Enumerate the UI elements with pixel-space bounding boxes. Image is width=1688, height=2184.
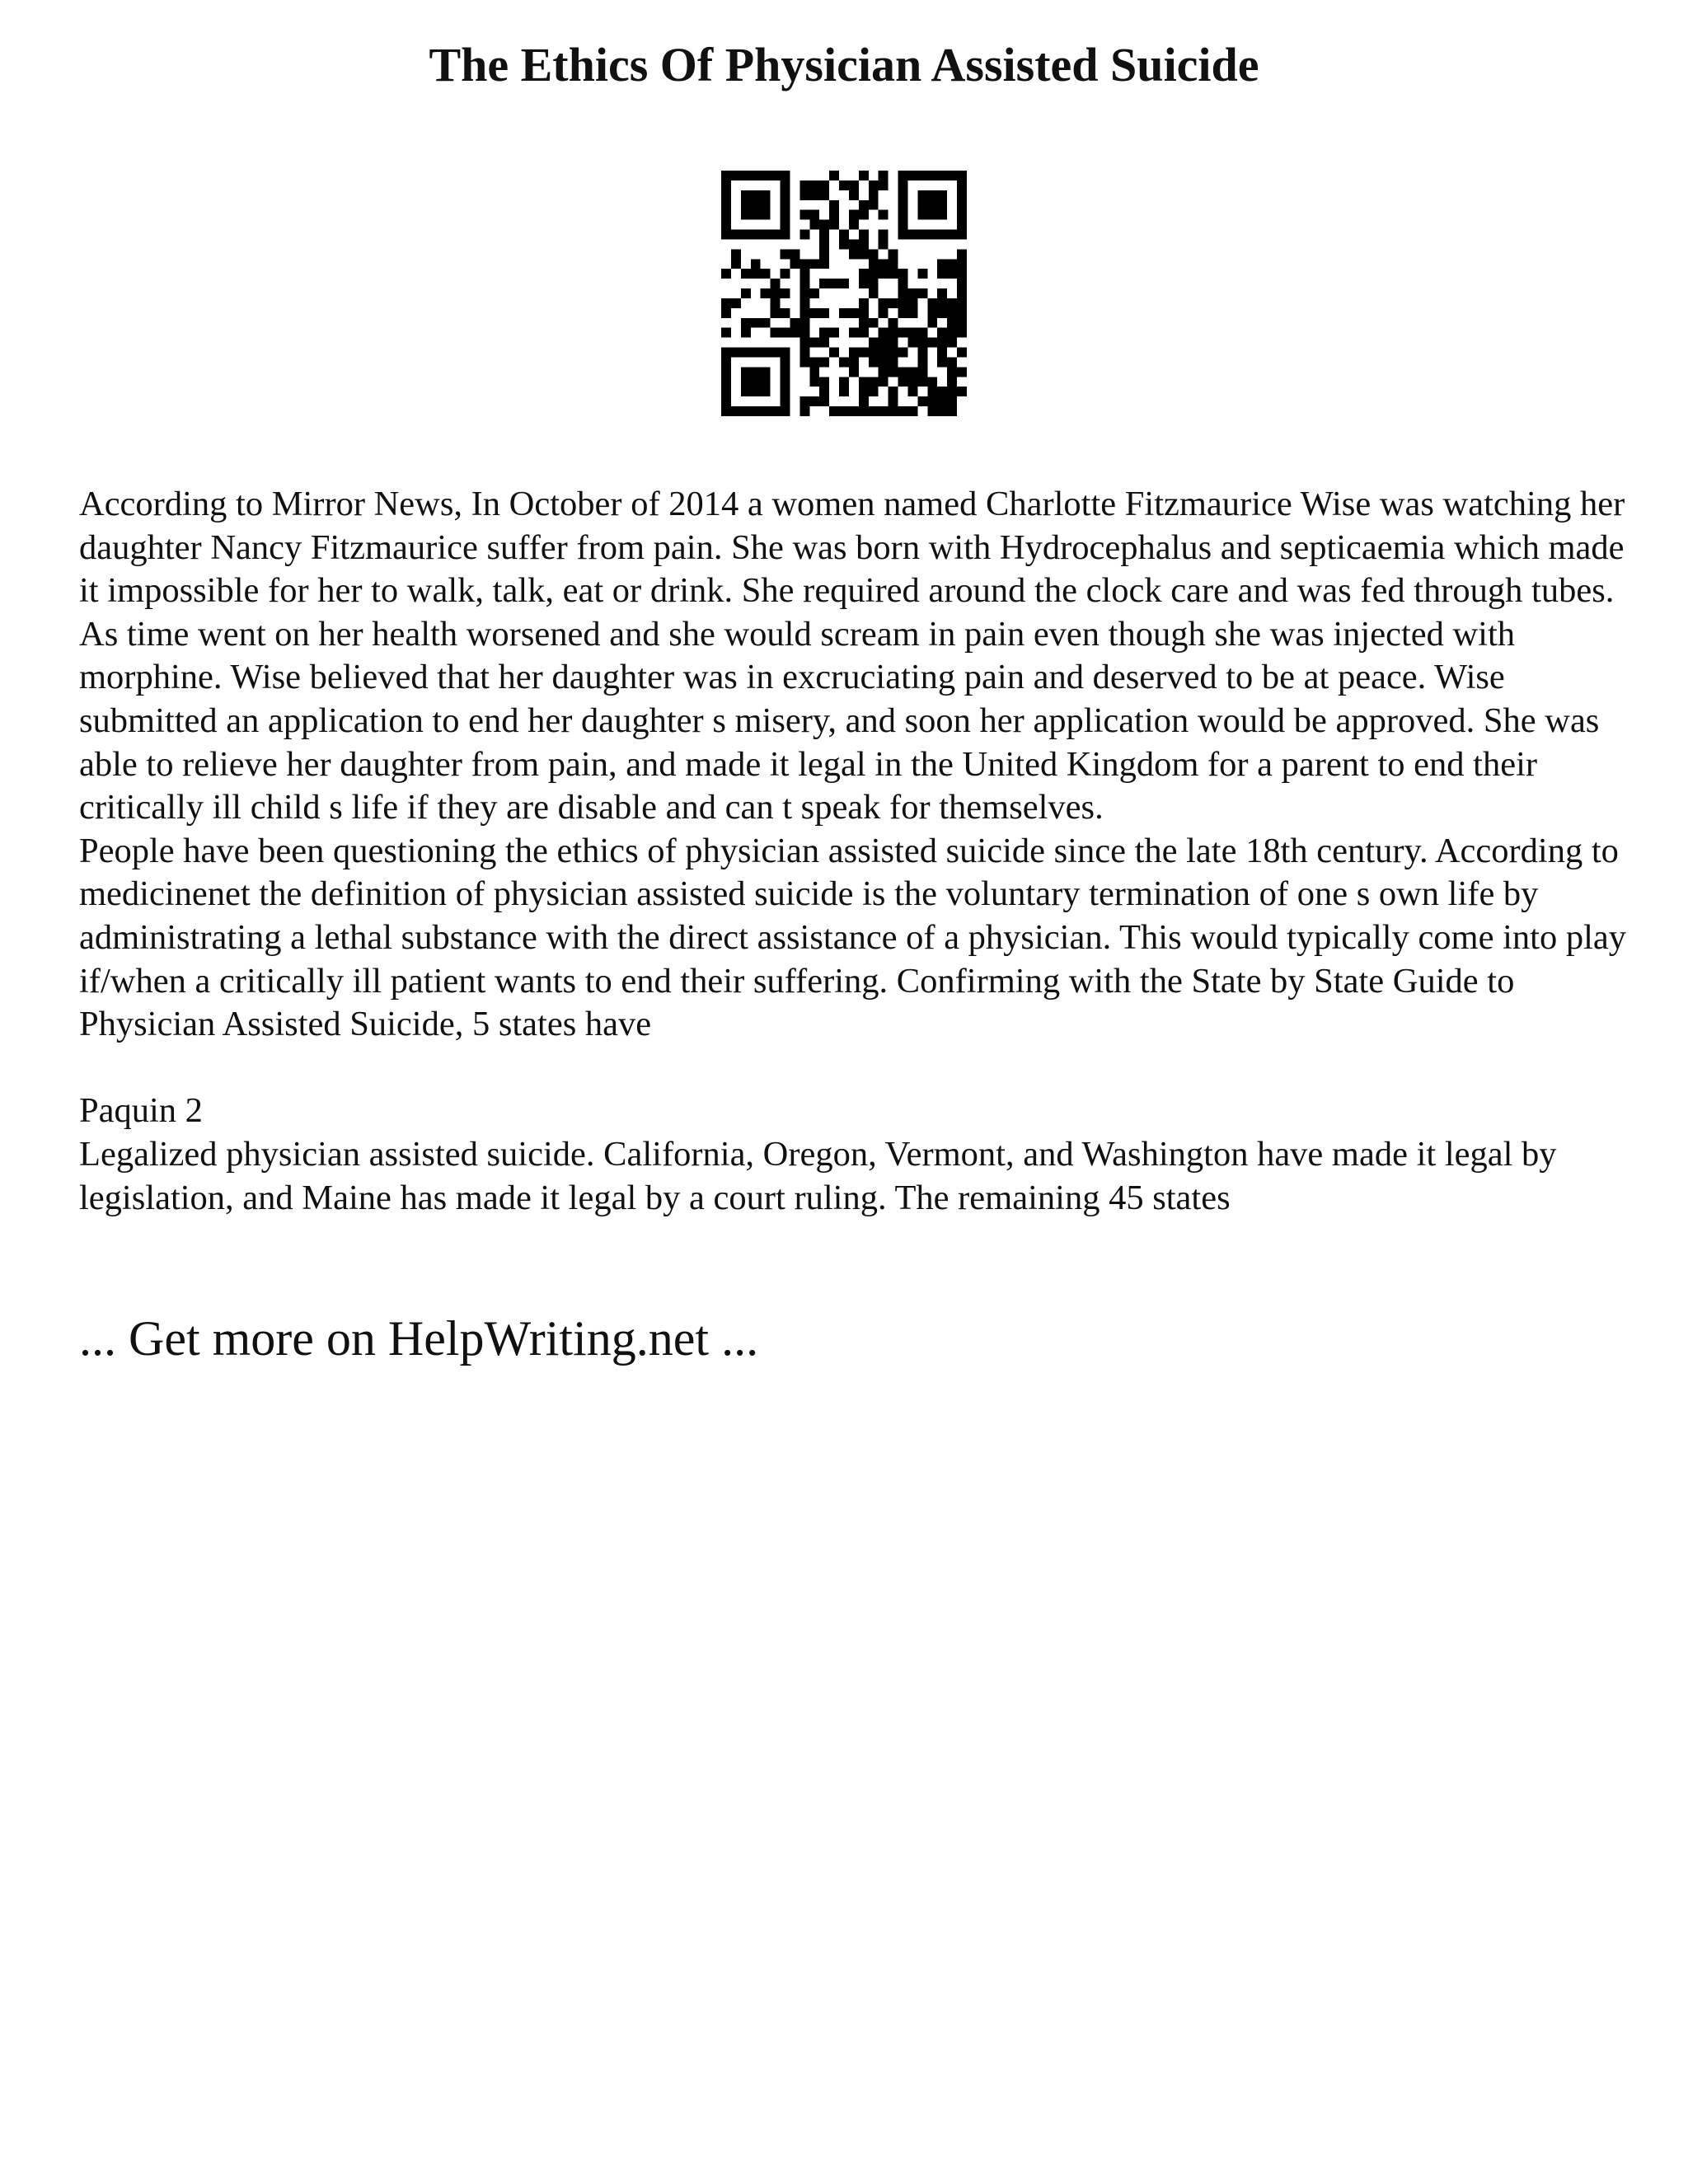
document-title: The Ethics Of Physician Assisted Suicide: [429, 38, 1259, 91]
qr-code-icon: [721, 171, 967, 416]
document-body: [79, 483, 1629, 1220]
paragraph: Legalized physician assisted suicide. California, Oregon, Vermont, and Washington have made it legal by legislation, and Maine has made it legal by a court ruling. The remaining 45 states: [79, 1134, 1557, 1217]
paragraph: People have been questioning the ethics of physician assisted suicide since the late 18th century. According to medicinenet the definition of physician assisted suicide is the voluntary termination of one s own life by administrating a lethal substance with the direct assistance of a physician. This would typically come into play if/when a critically ill patient wants to end their suffering. Confirming with the State by State Guide to Physician Assisted Suicide, 5 states have: [79, 831, 1627, 1044]
get-more-link[interactable]: ... Get more on HelpWriting.net ...: [79, 1311, 759, 1366]
page-header: Paquin 2: [79, 1091, 203, 1131]
paragraph: According to Mirror News, In October of 2014 a women named Charlotte Fitzmaurice Wise was watching her daughter Nancy Fitzmaurice suffer from pain. She was born with Hydrocephalus and septicaemia which made it impossible for her to walk, talk, eat or drink. She required around the clock care and was fed through tubes. As time went on her health worsened and she would scream in pain even though she was injected with morphine. Wise believed that her daughter was in excruciating pain and deserved to be at peace. Wise submitted an application to end her daughter s misery, and soon her application would be approved. She was able to relieve her daughter from pain, and made it legal in the United Kingdom for a parent to end their critically ill child s life if they are disable and can t speak for themselves.: [79, 485, 1625, 827]
